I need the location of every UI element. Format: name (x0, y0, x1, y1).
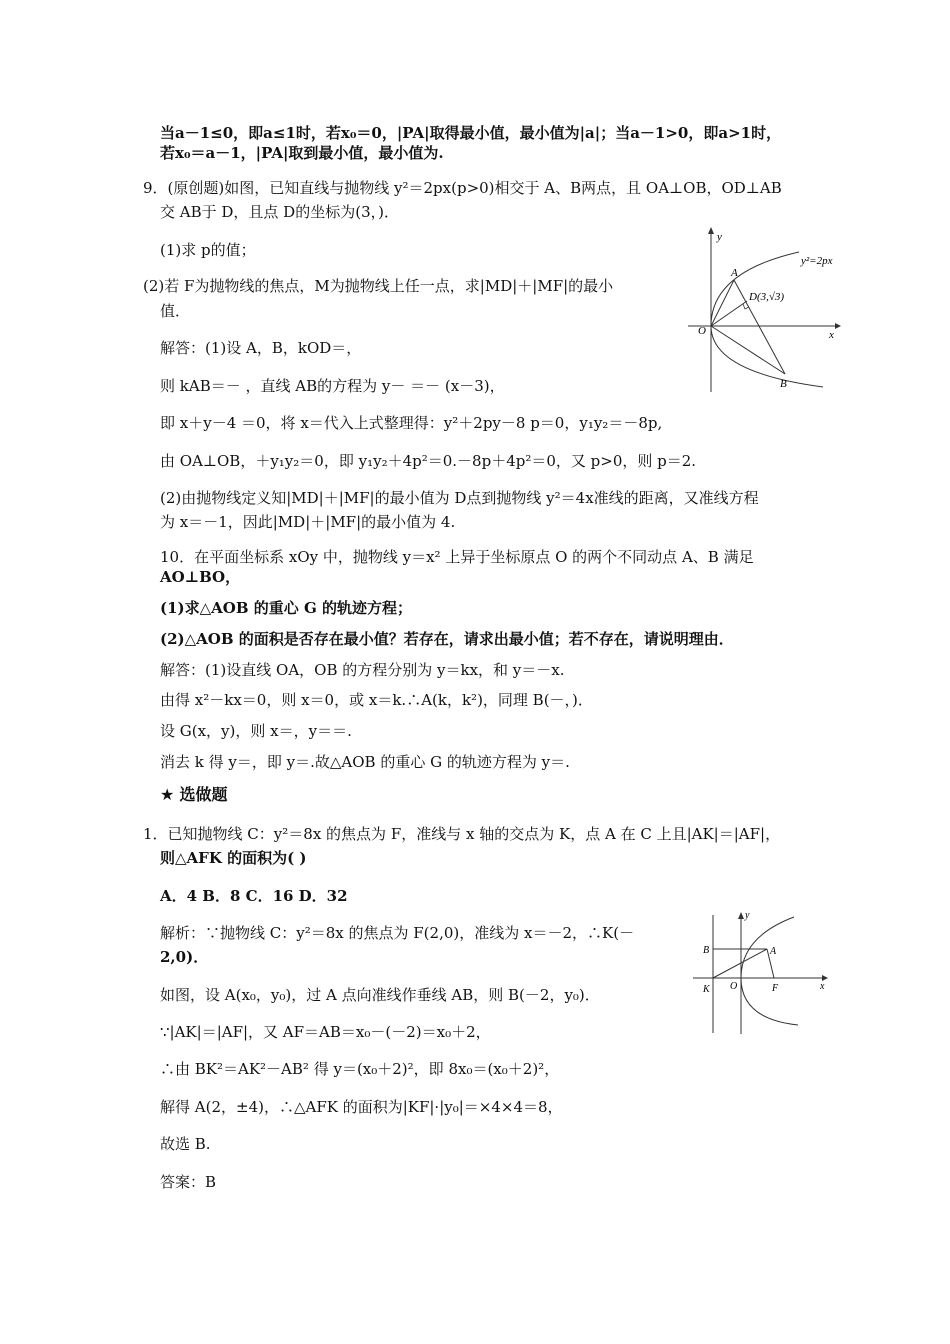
parabola-lower-branch (711, 326, 823, 387)
solution-10-line-4: 消去 k 得 y＝，即 y＝.故△AOB 的重心 G 的轨迹方程为 y＝. (160, 753, 570, 771)
problem-9-part-2: (2)若 F为抛物线的焦点，M为抛物线上任一点，求|MD|＋|MF|的最小 (143, 277, 614, 295)
analysis-line-2: 2,0)． (160, 948, 209, 966)
optional-section-title: 选做题 (179, 785, 228, 804)
optional-problem-1-statement-cont: 则△AFK 的面积为( ) (160, 849, 307, 867)
label-A: A (770, 946, 777, 957)
solution-9-line-1: 解答：(1)设 A，B，kOD＝， (160, 339, 362, 357)
problem-10-statement-cont: AO⊥BO， (160, 568, 241, 586)
parabola-upper-branch (711, 252, 799, 326)
label-x: x (829, 329, 834, 341)
segment-OD (711, 301, 747, 326)
parabola-figure-2 (688, 907, 836, 1037)
solution-9-line-6: 为 x＝－1，因此|MD|＋|MF|的最小值为 4. (160, 513, 456, 531)
analysis-line-3: 如图，设 A(x₀，y₀)，过 A 点向准线作垂线 AB，则 B(－2，y₀)． (160, 986, 600, 1004)
problem-10-statement: 10．在平面坐标系 xOy 中，抛物线 y＝x² 上异于坐标原点 O 的两个不同动点 A、B 满足 (160, 548, 754, 566)
solution-9-line-2: 则 kAB＝－ ，直线 AB的方程为 y－ ＝－ (x－3)， (160, 377, 505, 395)
analysis-line-6: 解得 A(2，±4)，∴△AFK 的面积为|KF|·|y₀|＝×4×4＝8， (160, 1098, 563, 1116)
text-line-1: 当a－1≤0，即a≤1时，若x₀＝0，|PA|取得最小值，最小值为|a|；当a－1>0，即a>1时， (160, 124, 782, 142)
label-B: B (780, 378, 787, 390)
x-axis-arrow (835, 323, 841, 329)
segment-AK (713, 949, 767, 978)
label-B: B (703, 945, 710, 956)
label-K: K (703, 984, 710, 995)
parabola-upper-branch (741, 917, 794, 978)
problem-9-part-1: (1)求 p的值； (160, 241, 256, 259)
text-line-2: 若x₀＝a－1，|PA|取到最小值，最小值为. (160, 144, 444, 162)
solution-10-line-3: 设 G(x，y)，则 x＝，y＝＝. (160, 722, 352, 740)
label-y: y (717, 231, 722, 243)
solution-10-line-1: 解答：(1)设直线 OA，OB 的方程分别为 y＝kx，和 y＝－x. (160, 661, 565, 679)
problem-9-part-2-cont: 值． (160, 302, 191, 320)
solution-9-line-5: (2)由抛物线定义知|MD|＋|MF|的最小值为 D点到抛物线 y²＝4x准线的距离，又准线方程 (160, 489, 759, 507)
analysis-line-7: 故选 B. (160, 1135, 211, 1153)
analysis-line-1: 解析：∵抛物线 C：y²＝8x 的焦点为 F(2,0)，准线为 x＝－2，∴K(－ (160, 924, 635, 942)
optional-problem-1-statement: 1．已知抛物线 C：y²＝8x 的焦点为 F，准线与 x 轴的交点为 K，点 A 在 C 上且|AK|＝|AF|， (143, 825, 781, 843)
parabola-figure-1 (683, 222, 843, 397)
solution-10-line-2: 由得 x²－kx＝0，则 x＝0，或 x＝k.∴A(k，k²)，同理 B(－，)． (160, 691, 593, 709)
problem-10-part-2: (2)△AOB 的面积是否存在最小值？若存在，请求出最小值；若不存在，请说明理由． (160, 630, 734, 648)
label-A: A (731, 267, 738, 279)
problem-10-part-1: (1)求△AOB 的重心 G 的轨迹方程； (160, 599, 413, 617)
answer-choices: A．4 B．8 C．16 D．32 (160, 887, 348, 905)
y-axis-arrow (708, 227, 714, 234)
segment-OB (711, 326, 785, 374)
problem-9-statement: 9．(原创题)如图，已知直线与抛物线 y²＝2px(p>0)相交于 A、B两点，且 OA⊥OB，OD⊥AB (143, 179, 782, 197)
label-x: x (820, 981, 825, 992)
segment-OA (711, 280, 734, 326)
star-icon: ★ (160, 785, 175, 804)
optional-section-heading (160, 785, 227, 805)
solution-9-line-3: 即 x＋y－4 ＝0，将 x＝代入上式整理得：y²＋2py－8 p＝0，y₁y₂＝－8p, (160, 414, 663, 432)
label-D: D(3,√3) (749, 291, 785, 303)
label-curve-equation: y²=2px (801, 255, 833, 267)
answer-line: 答案：B (160, 1173, 217, 1191)
label-F: F (772, 983, 779, 994)
analysis-line-5: ∴由 BK²＝AK²－AB² 得 y＝(x₀＋2)²，即 8x₀＝(x₀＋2)²， (160, 1060, 560, 1078)
parabola-lower-branch (741, 978, 798, 1025)
label-O: O (698, 325, 706, 337)
label-y: y (745, 910, 750, 921)
label-O: O (730, 981, 738, 992)
analysis-line-4: ∵|AK|＝|AF|，又 AF＝AB＝x₀－(－2)＝x₀＋2， (160, 1023, 491, 1041)
solution-9-line-4: 由 OA⊥OB，＋y₁y₂＝0，即 y₁y₂＋4p²＝0.－8p＋4p²＝0，又 p>0，则 p＝2. (160, 452, 697, 470)
problem-9-statement-cont: 交 AB于 D，且点 D的坐标为(3，)． (160, 203, 399, 221)
y-axis-arrow (738, 912, 744, 919)
